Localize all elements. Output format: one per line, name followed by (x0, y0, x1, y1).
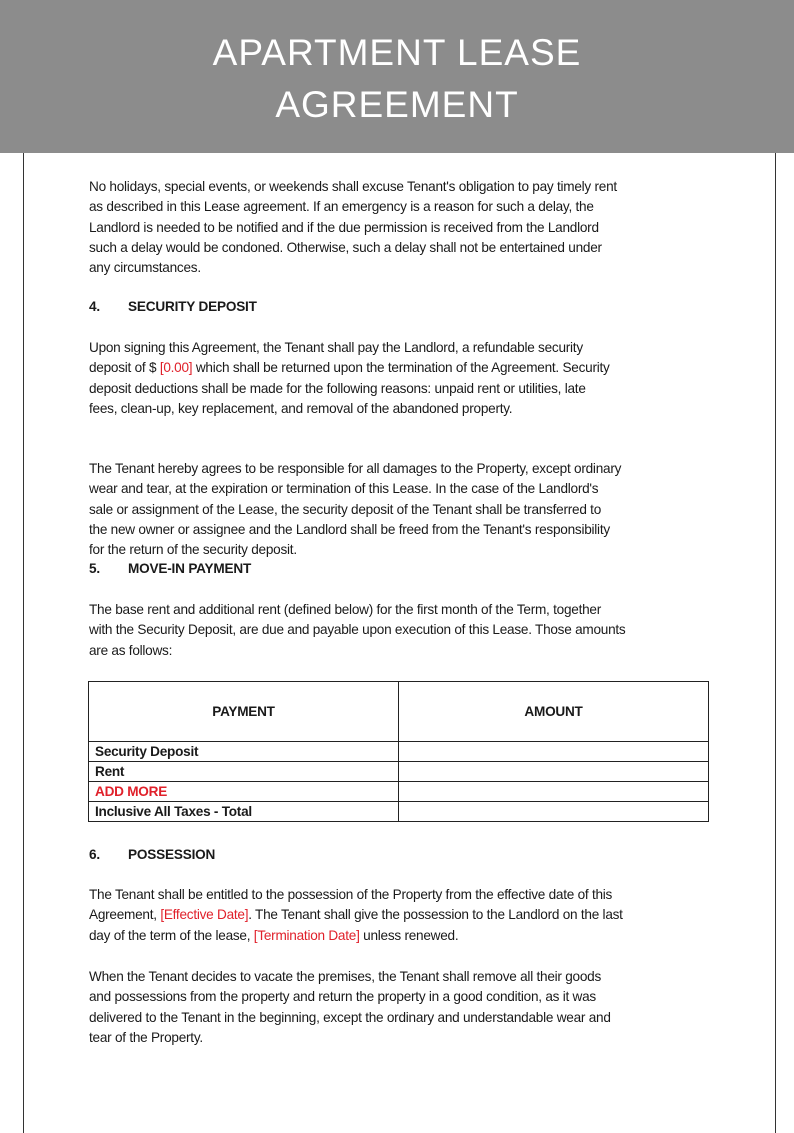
text-line (89, 520, 621, 540)
amount-cell[interactable] (399, 742, 709, 762)
text-segment: for the return of the security deposit. (89, 542, 297, 558)
text-segment: delivered to the Tenant in the beginning, except the ordinary and understandable wear and (89, 1009, 611, 1025)
text-line (89, 479, 621, 499)
text-line (89, 967, 611, 987)
text-segment: Landlord is needed to be notified and if the due permission is received from the Landlord (89, 219, 599, 235)
text-line (89, 620, 625, 640)
text-segment: . The Tenant shall give the possession to the Landlord on the last (248, 907, 623, 923)
text-segment: day of the term of the lease, (89, 927, 254, 943)
table-row (89, 802, 709, 822)
amount-cell[interactable] (399, 802, 709, 822)
text-segment: The Tenant shall be entitled to the possession of the Property from the effective date of this (89, 887, 613, 902)
section-title: MOVE-IN PAYMENT (128, 561, 252, 576)
text-line (89, 358, 610, 378)
amount-cell[interactable] (399, 782, 709, 802)
placeholder-field[interactable]: [Effective Date] (160, 907, 249, 923)
title-banner (0, 0, 794, 153)
paragraph-late-rent (89, 177, 617, 278)
table-row (89, 742, 709, 762)
text-segment: Agreement, (89, 907, 161, 923)
section-heading-6 (89, 847, 215, 862)
text-segment: wear and tear, at the expiration or termination of this Lease. In the case of the Landlord's (89, 481, 599, 497)
text-segment: are as follows: (89, 642, 173, 658)
text-segment: any circumstances. (89, 260, 201, 276)
text-line (89, 905, 623, 925)
text-segment: The base rent and additional rent (defined below) for the first month of the Term, together (89, 602, 601, 617)
text-line (89, 641, 625, 661)
text-line (89, 258, 617, 278)
text-line (89, 459, 621, 479)
paragraph-possession (89, 885, 623, 946)
section-heading-4 (89, 299, 257, 314)
text-line (89, 1028, 611, 1048)
section-heading-5 (89, 561, 251, 576)
placeholder-field[interactable]: [Termination Date] (253, 927, 360, 943)
text-segment: deposit deductions shall be made for the following reasons: unpaid rent or utilities, late (89, 380, 586, 396)
section-title: POSSESSION (128, 847, 216, 862)
text-line (89, 540, 621, 560)
text-line (89, 218, 617, 238)
text-line (89, 338, 610, 358)
table-row (89, 782, 709, 802)
section-number: 4. (89, 299, 100, 314)
payment-cell: Inclusive All Taxes - Total (89, 802, 399, 822)
placeholder-field[interactable]: [0.00] (159, 360, 193, 376)
text-line (89, 926, 623, 946)
text-line (89, 379, 610, 399)
text-segment: No holidays, special events, or weekends shall excuse Tenant's obligation to pay timely rent (89, 179, 617, 194)
paragraph-vacate (89, 967, 611, 1048)
text-segment: with the Security Deposit, are due and payable upon execution of this Lease. Those amounts (89, 622, 626, 638)
text-line (89, 1008, 611, 1028)
text-segment: sale or assignment of the Lease, the security deposit of the Tenant shall be transferred to (89, 501, 602, 517)
text-line (89, 238, 617, 258)
header-amount: AMOUNT (399, 682, 709, 742)
text-segment: and possessions from the property and return the property in a good condition, as it was (89, 989, 596, 1005)
amount-cell[interactable] (399, 762, 709, 782)
text-segment: as described in this Lease agreement. If an emergency is a reason for such a delay, the (89, 199, 594, 215)
text-segment: deposit of $ (89, 360, 160, 376)
text-segment: Upon signing this Agreement, the Tenant shall pay the Landlord, a refundable security (89, 340, 583, 355)
text-segment: The Tenant hereby agrees to be responsible for all damages to the Property, except ordinary (89, 461, 622, 476)
paragraph-move-in (89, 600, 625, 661)
text-line (89, 177, 617, 197)
paragraph-security-deposit (89, 338, 610, 419)
text-segment: tear of the Property. (89, 1029, 203, 1045)
section-number: 6. (89, 847, 100, 862)
text-line (89, 885, 623, 905)
section-title: SECURITY DEPOSIT (128, 299, 257, 314)
payment-cell: ADD MORE (89, 782, 399, 802)
text-segment: unless renewed. (359, 927, 459, 943)
text-line (89, 197, 617, 217)
payment-cell: Rent (89, 762, 399, 782)
text-segment: When the Tenant decides to vacate the premises, the Tenant shall remove all their goods (89, 969, 601, 984)
text-segment: such a delay would be condoned. Otherwise, such a delay shall not be entertained under (89, 239, 602, 255)
text-segment: the new owner or assignee and the Landlord shall be freed from the Tenant's responsibility (89, 521, 610, 537)
title-line-1: APARTMENT LEASE (212, 32, 582, 73)
text-segment: fees, clean-up, key replacement, and removal of the abandoned property. (89, 400, 513, 416)
payment-cell: Security Deposit (89, 742, 399, 762)
header-payment: PAYMENT (89, 682, 399, 742)
text-line (89, 600, 625, 620)
section-number: 5. (89, 561, 100, 576)
text-line (89, 987, 611, 1007)
payment-table (88, 681, 709, 822)
paragraph-damages (89, 459, 621, 560)
text-line (89, 500, 621, 520)
table-row (89, 762, 709, 782)
title-line-2: AGREEMENT (275, 84, 519, 125)
text-line (89, 399, 610, 419)
text-segment: which shall be returned upon the termination of the Agreement. Security (192, 360, 610, 376)
